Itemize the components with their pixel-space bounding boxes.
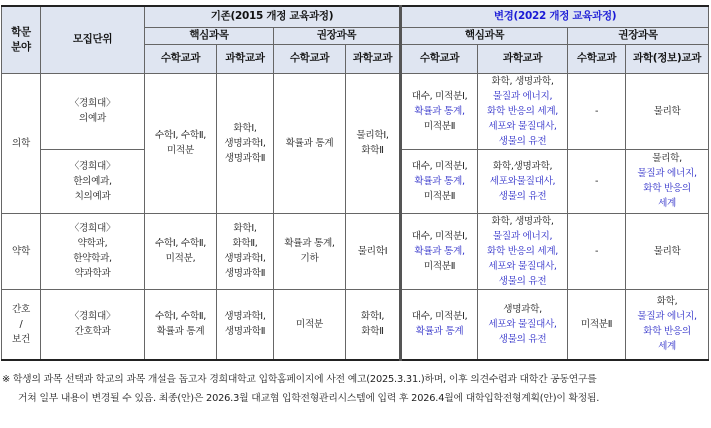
cell-line: 확률과 통계 bbox=[156, 326, 205, 338]
new-rec-science-cell bbox=[626, 149, 709, 213]
cell-line: 세포와물질대사, bbox=[489, 175, 556, 187]
cell-line: 생명과학Ⅱ bbox=[224, 152, 266, 164]
footnote-line-1: ※ 학생의 과목 선택과 학교의 과목 개설을 돕고자 경희대학교 입학홈페이지에 사전 예고(2025.3.31.)하며, 이후 의견수렴과 대학간 공동연구를 bbox=[2, 374, 597, 385]
new-rec-math-cell bbox=[568, 73, 626, 149]
cell-line: 〈경희대〉 bbox=[69, 311, 116, 323]
cell-line: 세포와 물질대사, bbox=[488, 260, 557, 272]
new-core-math-cell bbox=[401, 149, 478, 213]
cell-line: 물질과 에너지, bbox=[637, 168, 697, 179]
header-new-rec-math: 수학교과 bbox=[568, 44, 626, 73]
cell-line: 세계 bbox=[658, 198, 677, 209]
cell-line: 화학Ⅰ, bbox=[360, 311, 385, 323]
unit-cell bbox=[41, 149, 145, 213]
cell-line: 생물의 유전 bbox=[498, 190, 547, 202]
cell-line: 물질과 에너지, bbox=[492, 90, 553, 102]
cell-line: 화학, bbox=[656, 296, 678, 308]
cell-line: 〈경희대〉 bbox=[69, 160, 116, 172]
cell-line: / bbox=[19, 318, 23, 330]
cell-line: 간호 bbox=[12, 303, 30, 315]
new-rec-science-cell bbox=[626, 289, 709, 360]
header-new-core: 핵심과목 bbox=[401, 27, 568, 44]
cell-line: 확률과 통계 bbox=[415, 326, 464, 338]
new-core-science-cell bbox=[478, 73, 568, 149]
cell-line: 물리학 bbox=[653, 105, 681, 117]
cell-line: 미적분, bbox=[165, 253, 196, 264]
old-rec-math-cell bbox=[274, 289, 346, 360]
cell-line: 한의예과, bbox=[73, 175, 112, 187]
cell-line: 확률과 통계, bbox=[414, 175, 465, 187]
cell-line: 생물의 유전 bbox=[498, 135, 547, 147]
cell-line: 확률과 통계, bbox=[414, 105, 465, 117]
old-core-science-cell bbox=[217, 73, 274, 213]
cell-line: 간호학과 bbox=[74, 326, 111, 338]
old-core-math-cell bbox=[145, 213, 217, 289]
new-rec-math-cell bbox=[568, 213, 626, 289]
header-new-rec-science: 과학(정보)교과 bbox=[626, 44, 709, 73]
cell-line: 생명과학Ⅰ, bbox=[224, 311, 266, 323]
cell-line: 수학Ⅰ, 수학Ⅱ, bbox=[154, 311, 207, 323]
new-rec-math-cell bbox=[568, 149, 626, 213]
header-unit: 모집단위 bbox=[41, 6, 145, 73]
table-row bbox=[2, 213, 709, 289]
cell-line: 화학,생명과학, bbox=[492, 160, 553, 172]
cell-line: 수학Ⅰ, 수학Ⅱ, bbox=[154, 238, 207, 249]
cell-line: 의예과 bbox=[79, 113, 106, 124]
cell-line: 물질과 에너지, bbox=[492, 230, 553, 242]
header-old-core: 핵심과목 bbox=[145, 27, 274, 44]
cell-line: 화학 반응의 bbox=[643, 326, 691, 338]
cell-line: 세계 bbox=[658, 341, 677, 353]
header-old-curriculum: 기존(2015 개정 교육과정) bbox=[145, 6, 401, 27]
footnote-line-2: 거쳐 일부 내용이 변경될 수 있음. 최종(안)은 2026.3월 대교협 입학전형관리시스템에 입력 후 2026.4월에 대학입학전형계획(안)이 확정됨. bbox=[18, 393, 600, 404]
cell-line: 세포와 물질대사, bbox=[488, 318, 557, 330]
cell-line: 대수, 미적분Ⅰ, bbox=[411, 160, 468, 172]
unit-cell bbox=[41, 73, 145, 149]
old-core-science-cell bbox=[217, 289, 274, 360]
cell-line: 화학Ⅰ, bbox=[233, 223, 257, 234]
cell-line: 생명과학Ⅰ, bbox=[224, 137, 266, 149]
header-new-curriculum: 변경(2022 개정 교육과정) bbox=[401, 6, 709, 27]
old-core-math-cell bbox=[145, 289, 217, 360]
new-core-math-cell bbox=[401, 73, 478, 149]
cell-line: 확률과 통계, bbox=[284, 238, 335, 249]
cell-line: 생물의 유전 bbox=[498, 333, 547, 345]
cell-line: 생명과학Ⅱ bbox=[224, 268, 266, 279]
header-new-core-math: 수학교과 bbox=[401, 44, 478, 73]
cell-line: 화학 반응의 bbox=[643, 183, 691, 194]
cell-line: 대수, 미적분Ⅰ, bbox=[411, 311, 468, 323]
old-rec-science-cell bbox=[346, 213, 401, 289]
header-new-recommended: 권장과목 bbox=[568, 27, 709, 44]
cell-line: - bbox=[594, 105, 599, 117]
cell-line: 생명과학Ⅱ bbox=[224, 326, 266, 338]
cell-line: 〈경희대〉 bbox=[69, 98, 116, 109]
new-core-science-cell bbox=[478, 289, 568, 360]
cell-line: 미적분Ⅱ bbox=[423, 190, 456, 202]
new-rec-science-cell bbox=[626, 73, 709, 149]
old-rec-math-cell bbox=[274, 213, 346, 289]
cell-line: 화학Ⅱ, bbox=[232, 238, 258, 249]
cell-line: 물리학Ⅰ, bbox=[356, 130, 389, 141]
new-core-science-cell bbox=[478, 213, 568, 289]
cell-line: 세포와 물질대사, bbox=[488, 120, 557, 132]
cell-line: 미적분 bbox=[167, 145, 194, 156]
cell-line: 화학 반응의 세계, bbox=[487, 105, 559, 117]
cell-line: 물질과 에너지, bbox=[637, 311, 697, 323]
header-old-rec-science: 과학교과 bbox=[346, 44, 401, 73]
cell-line: 화학 반응의 세계, bbox=[487, 245, 559, 257]
cell-line: 〈경희대〉 bbox=[69, 223, 116, 234]
cell-line: 확률과 통계, bbox=[414, 245, 465, 257]
cell-line: 약과학과 bbox=[74, 268, 111, 279]
new-core-math-cell bbox=[401, 213, 478, 289]
header-new-core-science: 과학교과 bbox=[478, 44, 568, 73]
cell-line: 생명과학, bbox=[503, 303, 542, 315]
cell-line: 확률과 통계 bbox=[285, 137, 334, 149]
cell-line: 대수, 미적분Ⅰ, bbox=[411, 90, 468, 102]
cell-line: 화학Ⅱ bbox=[361, 145, 384, 156]
cell-line: 미적분Ⅱ bbox=[423, 260, 456, 272]
cell-line: 약학과, bbox=[77, 238, 108, 249]
cell-line: 보건 bbox=[12, 333, 30, 345]
unit-cell bbox=[41, 213, 145, 289]
cell-line: 물리학Ⅰ bbox=[357, 245, 388, 257]
new-rec-math-cell bbox=[568, 289, 626, 360]
cell-line: 물리학 bbox=[653, 245, 681, 257]
cell-line: 미적분Ⅱ bbox=[423, 120, 456, 132]
new-core-science-cell bbox=[478, 149, 568, 213]
cell-line: - bbox=[594, 175, 599, 187]
cell-line: 대수, 미적분Ⅰ, bbox=[411, 230, 468, 242]
cell-line: 화학, 생명과학, bbox=[491, 75, 554, 87]
table-row bbox=[2, 73, 709, 149]
header-old-recommended: 권장과목 bbox=[274, 27, 401, 44]
old-rec-science-cell bbox=[346, 289, 401, 360]
table-row bbox=[2, 289, 709, 360]
cell-line: 화학Ⅰ, bbox=[233, 122, 257, 134]
cell-line: 미적분 bbox=[296, 318, 323, 330]
cell-line: 화학Ⅱ bbox=[361, 326, 384, 338]
cell-line: 기하 bbox=[300, 253, 319, 264]
table-body bbox=[2, 73, 709, 360]
field-cell: 의학 bbox=[2, 73, 41, 213]
header-old-core-science: 과학교과 bbox=[217, 44, 274, 73]
cell-line: 수학Ⅰ, 수학Ⅱ, bbox=[154, 130, 207, 141]
header-field: 학문 분야 bbox=[2, 6, 41, 73]
old-rec-math-cell bbox=[274, 73, 346, 213]
old-core-math-cell bbox=[145, 73, 217, 213]
old-rec-science-cell bbox=[346, 73, 401, 213]
header-old-core-math: 수학교과 bbox=[145, 44, 217, 73]
new-core-math-cell bbox=[401, 289, 478, 360]
cell-line: 물리학, bbox=[652, 153, 682, 164]
field-cell bbox=[2, 289, 41, 360]
cell-line: 생명과학Ⅰ, bbox=[224, 253, 266, 264]
cell-line: 화학, 생명과학, bbox=[491, 215, 554, 227]
unit-cell bbox=[41, 289, 145, 360]
cell-line: - bbox=[594, 245, 599, 257]
footnote bbox=[2, 370, 710, 408]
cell-line: 생물의 유전 bbox=[498, 275, 547, 287]
old-core-science-cell bbox=[217, 213, 274, 289]
new-rec-science-cell bbox=[626, 213, 709, 289]
curriculum-table bbox=[1, 5, 709, 361]
cell-line: 한약학과, bbox=[73, 253, 112, 264]
cell-line: 치의예과 bbox=[74, 190, 111, 202]
header-old-rec-math: 수학교과 bbox=[274, 44, 346, 73]
field-cell: 약학 bbox=[2, 213, 41, 289]
cell-line: 미적분Ⅱ bbox=[580, 318, 613, 330]
